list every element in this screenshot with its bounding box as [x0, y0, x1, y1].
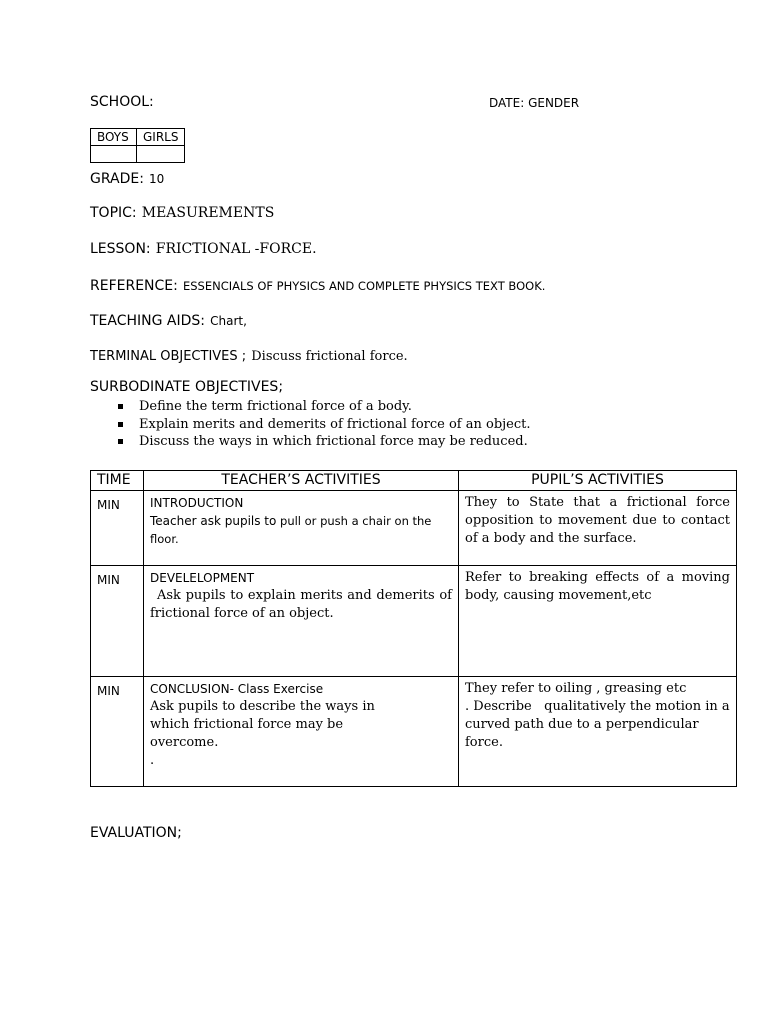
pupil-activities-header: PUPIL’S ACTIVITIES [459, 471, 737, 491]
terminal-objectives-label: TERMINAL OBJECTIVES ; [90, 349, 247, 364]
subordinate-objectives-list [118, 398, 531, 451]
list-item: Discuss the ways in which frictional force may be reduced. [118, 433, 531, 451]
activity-text-part: pull or push a chair on the floor. [150, 514, 432, 546]
table-row [91, 491, 737, 566]
pupil-activity-text: . Describe qualitatively the motion in a curved path due to a perpendicular force. [465, 699, 734, 750]
time-header: TIME [91, 471, 144, 491]
girls-header: GIRLS [137, 129, 185, 146]
teacher-activity-cell [144, 677, 459, 787]
pupil-activity-cell [459, 677, 737, 787]
grade-field [90, 168, 164, 187]
activity-text: Ask pupils to explain merits and demerits of frictional force of an object. [150, 588, 452, 621]
boys-count-cell [91, 146, 137, 163]
activity-text-part: Teacher ask pupils to [150, 514, 277, 528]
activity-text [150, 512, 452, 548]
lesson-label: LESSON: [90, 241, 151, 257]
grade-value: 10 [149, 172, 165, 186]
girls-count-cell [137, 146, 185, 163]
activities-table [90, 470, 737, 787]
activity-heading: DEVELELOPMENT [150, 571, 255, 585]
pupil-activity-cell [459, 491, 737, 566]
terminal-objectives-field [90, 345, 408, 364]
teacher-activity-cell [144, 491, 459, 566]
teaching-aids-value: Chart, [210, 314, 247, 328]
activity-heading: INTRODUCTION [150, 496, 244, 510]
time-value: MIN [97, 498, 120, 512]
grade-label: GRADE: [90, 171, 144, 187]
time-cell [91, 491, 144, 566]
pupil-activity-text: They refer to oiling , greasing etc [465, 681, 687, 696]
evaluation-label: EVALUATION; [90, 825, 182, 841]
activity-text-dot: . [150, 753, 155, 768]
time-value: MIN [97, 573, 120, 587]
pupil-activity-text: Refer to breaking effects of a moving body, causing movement,etc [465, 570, 730, 603]
topic-label: TOPIC: [90, 205, 137, 221]
topic-field [90, 202, 274, 221]
activity-text: Ask pupils to describe the ways in which frictional force may be overcome. [150, 699, 375, 750]
time-cell [91, 677, 144, 787]
activity-heading: CONCLUSION- Class Exercise [150, 682, 324, 696]
pupil-activity-text: They to State that a frictional force opposition to movement due to contact of a body and the surface. [465, 495, 730, 546]
subordinate-objectives-label: SURBODINATE OBJECTIVES; [90, 379, 284, 395]
lesson-value: FRICTIONAL -FORCE. [155, 241, 317, 257]
school-label: SCHOOL: [90, 94, 154, 110]
gender-table [90, 128, 185, 163]
teaching-aids-label: TEACHING AIDS: [90, 313, 206, 329]
table-row [91, 566, 737, 677]
list-item: Define the term frictional force of a body. [118, 398, 531, 416]
pupil-activity-cell [459, 566, 737, 677]
lesson-field [90, 238, 317, 257]
teacher-activities-header: TEACHER’S ACTIVITIES [144, 471, 459, 491]
teaching-aids-field [90, 310, 247, 329]
reference-label: REFERENCE: [90, 278, 178, 294]
time-cell [91, 566, 144, 677]
list-item: Explain merits and demerits of frictional force of an object. [118, 416, 531, 434]
topic-value: MEASUREMENTS [141, 205, 275, 221]
table-header-row [91, 471, 737, 491]
teacher-activity-cell [144, 566, 459, 677]
table-row [91, 677, 737, 787]
date-gender-label: DATE: GENDER [489, 96, 580, 110]
reference-field [90, 275, 545, 294]
terminal-objectives-value: Discuss frictional force. [251, 349, 408, 364]
reference-value: ESSENCIALS OF PHYSICS AND COMPLETE PHYSICS TEXT BOOK. [182, 279, 546, 293]
boys-header: BOYS [91, 129, 137, 146]
time-value: MIN [97, 684, 120, 698]
